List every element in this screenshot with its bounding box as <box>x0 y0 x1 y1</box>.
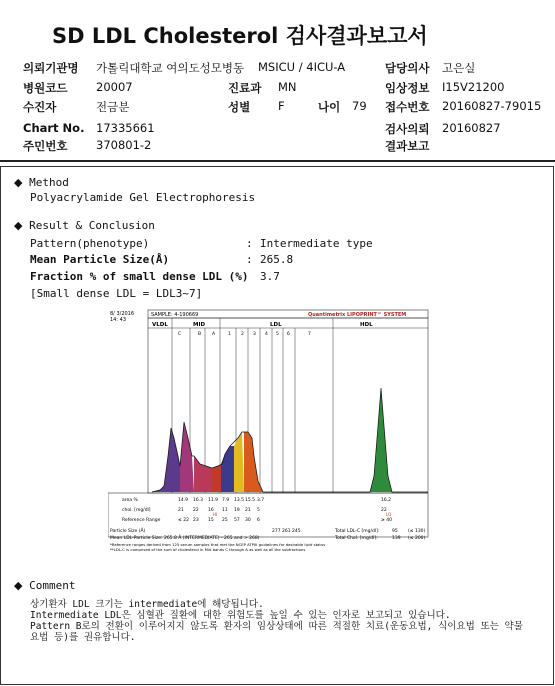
graph-footnote-1: *Reference ranges derived from 125 serum samples that met the NCEP ATPIII guidelines for desirable lipid status <box>110 542 326 547</box>
label-resident-no: 주민번호 <box>23 139 68 153</box>
ref-value: ≥ 40 <box>381 518 392 523</box>
value-age: 79 <box>352 99 367 113</box>
total-ldl-ref: (≤ 130) <box>408 529 426 534</box>
band-2: 2 <box>241 332 244 337</box>
mean-particle-label: Mean LDL-Particle Size: 265.8 Å (INTERMEDIATE) - 265 and > 268) <box>110 536 260 541</box>
size-colon: : <box>246 253 253 266</box>
value-chart-no: 17335661 <box>96 121 155 135</box>
band-c: C <box>178 332 182 337</box>
report-title: SD LDL Cholesterol 검사결과보고서 <box>52 24 428 48</box>
zone-vldl: VLDL <box>152 322 168 328</box>
ref-value: 57 <box>234 518 240 523</box>
ref-value: 6 <box>257 518 260 523</box>
ref-value: 15 <box>208 518 214 523</box>
value-institution: 가톨릭대학교 여의도성모병동 <box>96 61 245 75</box>
comment-heading-text: Comment <box>29 579 76 592</box>
chol-value: 21 <box>178 508 184 513</box>
comment-line-4: 요법 등)를 권유합니다. <box>30 632 136 643</box>
value-ward: MSICU / 4ICU-A <box>258 60 346 74</box>
band-a: A <box>212 332 216 337</box>
ref-value: 23 <box>193 518 199 523</box>
chol-label: chol. [mg/dl] <box>122 508 151 513</box>
value-doctor: 고은실 <box>442 61 476 75</box>
value-sex: F <box>278 99 285 113</box>
ref-value: 30 <box>245 518 251 523</box>
band-1: 1 <box>228 332 231 337</box>
pattern-colon: : <box>246 237 253 250</box>
lipoprint-graph <box>108 306 438 552</box>
fraction-label: Fraction % of small dense LDL (%) <box>30 270 249 283</box>
zone-ldl: LDL <box>270 322 282 328</box>
diamond-bullet-icon: ◆ <box>14 219 23 232</box>
label-request-date: 검사의뢰 <box>385 122 430 136</box>
chol-flag-hi: HI <box>213 512 218 517</box>
label-hospital-code: 병원코드 <box>23 81 68 95</box>
ref-value: 25 <box>222 518 228 523</box>
size-value: 265.8 <box>260 253 294 266</box>
comment-line-3: Pattern B로의 전환이 이루어지지 않도록 환자의 임상상태에 따른 적절한 치료(운동요법, 식이요법 또는 약물 <box>30 621 523 632</box>
area-label: area % <box>122 498 138 503</box>
fraction-value: 3.7 <box>260 270 280 283</box>
chol-value: 21 <box>245 508 251 513</box>
area-value: 14.9 <box>178 498 189 503</box>
diamond-bullet-icon: ◆ <box>14 176 23 189</box>
label-clinical-info: 임상정보 <box>385 81 430 95</box>
chol-value: 22 <box>381 508 387 513</box>
method-text: Polyacrylamide Gel Electrophoresis <box>30 191 256 204</box>
particle-values: 277 261 245 <box>272 529 301 534</box>
result-heading-text: Result & Conclusion <box>29 219 155 232</box>
comment-heading <box>14 579 75 592</box>
label-sex: 성별 <box>228 100 251 114</box>
value-receipt-no: 20160827-79015 <box>442 99 542 113</box>
size-label: Mean Particle Size(Å) <box>30 253 170 266</box>
chol-value: 22 <box>193 508 199 513</box>
value-patient: 전금분 <box>96 100 130 114</box>
value-hospital-code: 20007 <box>96 80 133 94</box>
graph-sample: SAMPLE: 4-190669 <box>151 312 199 318</box>
value-department: MN <box>278 80 297 94</box>
chol-value: 11 <box>222 508 228 513</box>
method-heading-text: Method <box>29 176 69 189</box>
pattern-label: Pattern(phenotype) <box>30 237 150 250</box>
total-chol-value: 139 <box>392 536 401 541</box>
comment-line-1: 상기환자 LDL 크기는 intermediate에 해당됩니다. <box>30 599 264 610</box>
graph-date: 8/ 3/2016 14: 43 <box>110 311 135 323</box>
ref-label: Reference Range <box>122 518 161 523</box>
band-b: B <box>198 332 202 337</box>
chol-value: 5 <box>257 508 260 513</box>
label-chart-no: Chart No. <box>23 121 85 135</box>
total-chol-ref: (≤ 200) <box>408 536 426 541</box>
sd-ldl-note: [Small dense LDL = LDL3~7] <box>30 287 203 300</box>
chol-value: 16 <box>208 508 214 513</box>
area-value: 7.9 <box>222 498 230 503</box>
diamond-bullet-icon: ◆ <box>14 579 23 592</box>
band-7: 7 <box>308 332 311 337</box>
label-age: 나이 <box>318 100 341 114</box>
graph-brand: Quantimetrix LIPOPRINT™ SYSTEM <box>308 312 407 318</box>
comment-line-2: Intermediate LDL은 심혈관 질환에 대한 위험도를 높일 수 있는 인자로 보고되고 있습니다. <box>30 610 451 621</box>
label-patient: 수진자 <box>23 100 57 114</box>
chol-flag-lo: LO <box>386 512 392 517</box>
zone-hdl: HDL <box>360 322 373 328</box>
ref-value: ≤ 22 <box>178 518 189 523</box>
method-heading <box>14 176 69 189</box>
area-value: 15.5 <box>245 498 256 503</box>
band-5: 5 <box>276 332 279 337</box>
chol-value: 19 <box>234 508 240 513</box>
label-report-date: 결과보고 <box>385 139 430 153</box>
label-department: 진료과 <box>228 81 262 95</box>
value-resident-no: 370801-2 <box>96 138 152 152</box>
band-4: 4 <box>265 332 268 337</box>
value-clinical-info: I15V21200 <box>442 80 505 94</box>
zone-mid: MID <box>193 322 206 328</box>
area-value: 16.3 <box>193 498 204 503</box>
area-value: 11.9 <box>208 498 219 503</box>
area-value: 3.7 <box>257 498 265 503</box>
band-3: 3 <box>253 332 256 337</box>
result-heading <box>14 219 155 232</box>
label-receipt-no: 접수번호 <box>385 100 430 114</box>
header-divider <box>0 160 555 162</box>
total-ldl-value: 95 <box>392 529 398 534</box>
particle-label: Particle Size (Å) <box>110 529 146 534</box>
total-chol-label: Total Chol. [mg/dl]: <box>335 536 378 541</box>
pattern-value: Intermediate type <box>260 237 373 250</box>
band-6: 6 <box>287 332 290 337</box>
label-doctor: 담당의사 <box>385 61 430 75</box>
label-institution: 의뢰기관명 <box>23 61 79 75</box>
total-ldl-label: Total LDL-C [mg/dl]: <box>335 529 380 534</box>
area-value: 16.2 <box>381 498 392 503</box>
graph-footnote-2: **LDL-C is comprised of the sum of cholesterol in Mid bands C through A as well as all the subfractions <box>110 547 306 552</box>
value-request-date: 20160827 <box>442 121 501 135</box>
area-value: 13.5 <box>234 498 245 503</box>
